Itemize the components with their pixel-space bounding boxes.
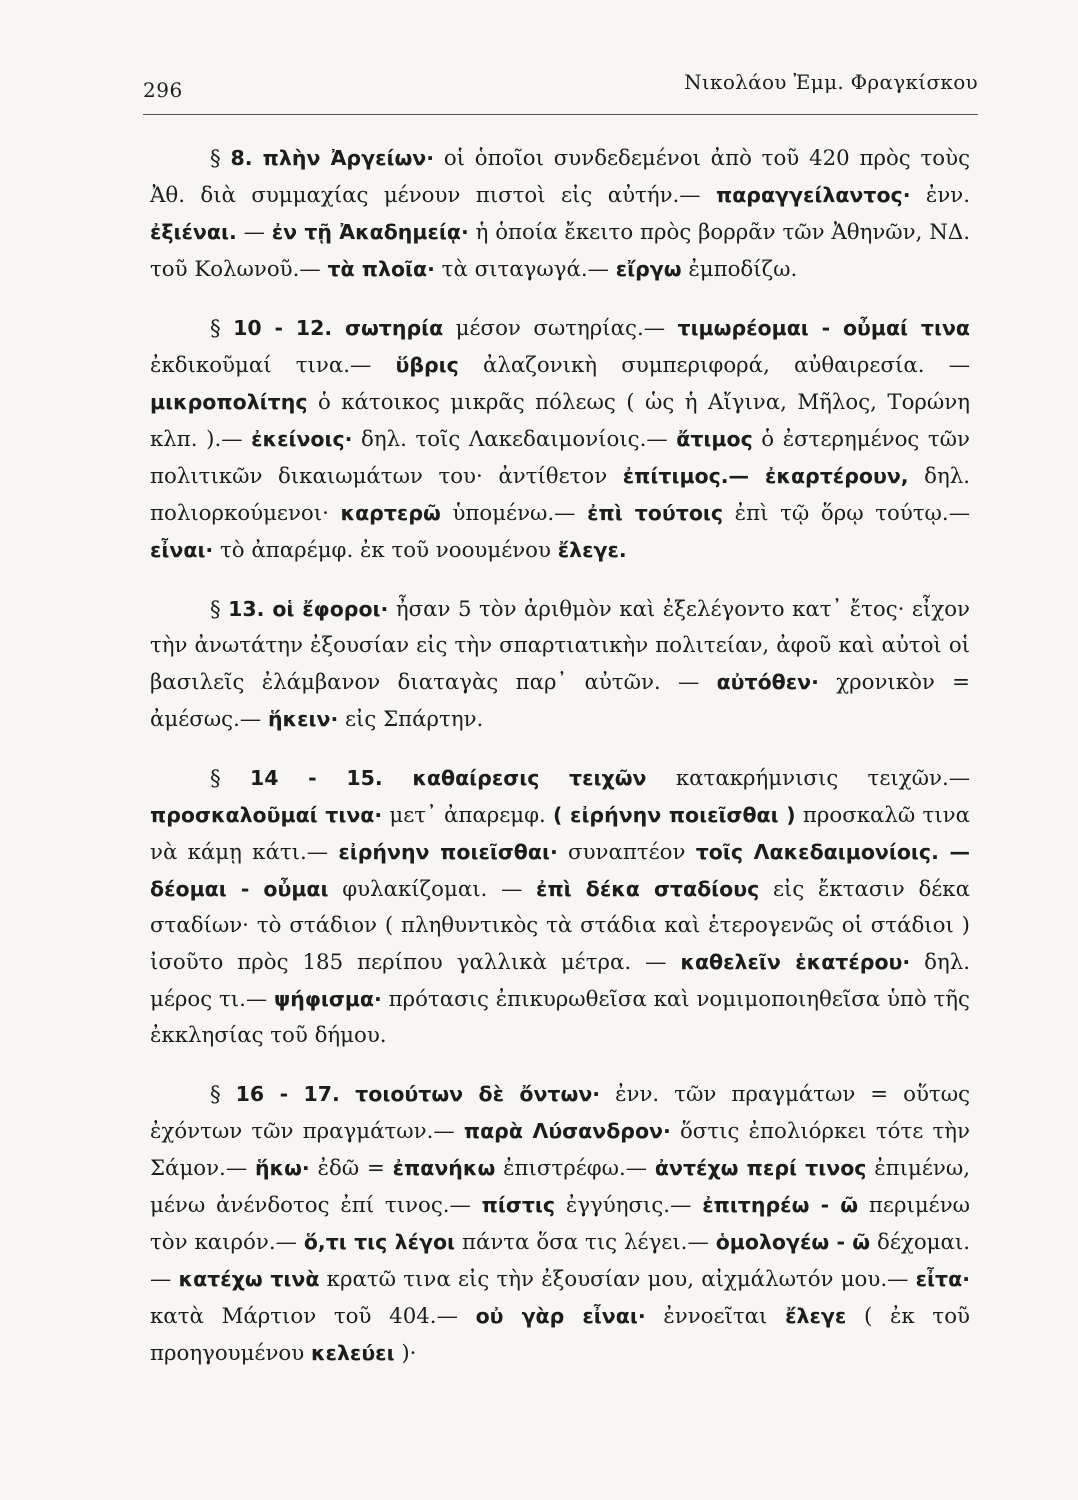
- lemma-term: ἐπιτηρέω - ῶ: [702, 1193, 859, 1217]
- gloss-text: προσκαλῶ τινα νὰ κάμῃ κάτι.—: [150, 803, 971, 865]
- lemma-term: τιμωρέομαι - οὖμαί τινα: [677, 316, 971, 340]
- gloss-text: §: [210, 597, 229, 622]
- gloss-text: μέσον σωτηρίας.—: [443, 316, 678, 341]
- lemma-term: κελεύει: [310, 1341, 395, 1365]
- gloss-text: §: [210, 1082, 236, 1107]
- gloss-text: εἰς ἔκτασιν δέκα σταδίων· τὸ στάδιον ( πληθυντικὸς τὰ στάδια καὶ ἑτερογενῶς οἱ στάδιοι ) ἰσοῦτο πρὸς 185 περίπου γαλλικὰ μέτρα. —: [150, 877, 970, 975]
- lemma-term: προσκαλοῦμαί τινα·: [150, 803, 383, 827]
- lemma-term: ἐξιέναι.: [150, 220, 237, 244]
- lemma-term: ἔλεγε: [785, 1304, 847, 1328]
- gloss-text: ( ἐκ τοῦ προηγουμένου: [150, 1304, 970, 1366]
- gloss-text: χρονικὸν = ἀμέσως.—: [150, 670, 970, 732]
- lemma-term: εἶτα·: [915, 1267, 970, 1291]
- gloss-text: τὸ ἀπαρέμφ. ἐκ τοῦ νοουμένου: [213, 538, 558, 563]
- lemma-term: ἐκείνοις·: [251, 427, 353, 451]
- running-head: [143, 70, 978, 110]
- gloss-text: τὰ σιταγωγά.—: [434, 257, 616, 282]
- gloss-text: κατὰ Μάρτιον τοῦ 404.—: [150, 1304, 476, 1329]
- gloss-text: ἐννοεῖται: [645, 1304, 786, 1329]
- paragraph-section-10-12: [150, 310, 970, 569]
- gloss-text: ὅστις ἐπολιόρκει τότε τὴν Σάμον.—: [150, 1119, 970, 1181]
- paragraph-section-13: [150, 591, 970, 738]
- gloss-text: §: [210, 316, 234, 341]
- lemma-term: καρτερῶ: [340, 501, 441, 525]
- lemma-term: κατέχω τινὰ: [178, 1267, 320, 1291]
- lemma-term: ἐπὶ τούτοις: [587, 501, 724, 525]
- gloss-text: δηλ. τοῖς Λακεδαιμονίοις.—: [352, 427, 677, 452]
- lemma-term: ἔλεγε.: [557, 538, 627, 562]
- lemma-term: αὐτόθεν·: [716, 670, 819, 694]
- lemma-term: ὅ,τι τις λέγοι: [303, 1230, 456, 1254]
- gloss-text: ἐνν.: [910, 183, 970, 208]
- gloss-text: κατακρήμνισις τειχῶν.—: [646, 766, 971, 791]
- lemma-term: 8. πλὴν Ἀργείων·: [230, 146, 435, 170]
- lemma-term: ὁμολογέω - ῶ: [715, 1230, 871, 1254]
- gloss-text: συναπτέον: [557, 840, 696, 865]
- gloss-text: περιμένω τὸν καιρόν.—: [150, 1193, 971, 1255]
- gloss-text: ἐκδικοῦμαί τινα.—: [150, 353, 396, 378]
- header-divider: [143, 114, 978, 115]
- gloss-text: ἐπιστρέφω.—: [495, 1156, 655, 1181]
- gloss-text: δέχομαι.—: [150, 1230, 970, 1292]
- gloss-text: ἐπὶ τῷ ὅρῳ τούτῳ.—: [723, 501, 970, 526]
- gloss-text: οἱ ὁποῖοι συνδεδεμένοι ἀπὸ τοῦ 420 πρὸς τοὺς Ἀθ. διὰ συμμαχίας μένουν πιστοὶ εἰς αὐτήν.—: [150, 146, 970, 208]
- gloss-text: ἡ ὁποία ἔκειτο πρὸς βορρᾶν τῶν Ἀθηνῶν, ΝΔ. τοῦ Κολωνοῦ.—: [150, 220, 971, 282]
- lemma-term: 13. οἱ ἔφοροι·: [228, 597, 389, 621]
- lemma-term: ἐπανήκω: [392, 1156, 496, 1180]
- gloss-text: ἐμποδίζω.: [681, 257, 798, 282]
- gloss-text: ἐδῶ =: [309, 1156, 393, 1181]
- page-number: 296: [143, 78, 183, 102]
- lemma-term: ψήφισμα·: [273, 987, 382, 1011]
- gloss-text: ὁ ἐστερημένος τῶν πολιτικῶν δικαιωμάτων του· ἀντίθετον: [150, 427, 970, 489]
- lemma-term: τοῖς Λακεδαιμονίοις. — δέομαι - οὖμαι: [150, 840, 970, 901]
- lemma-term: εἴργω: [615, 257, 682, 281]
- gloss-text: ἀλαζονικὴ συμπεριφορά, αὐθαιρεσία. —: [458, 353, 970, 378]
- lemma-term: εἶναι·: [150, 538, 214, 562]
- gloss-text: δηλ. μέρος τι.—: [150, 950, 970, 1012]
- paragraph-section-14-15: [150, 760, 970, 1054]
- lemma-term: ἀντέχω περί τινος: [654, 1156, 867, 1180]
- lemma-term: ἐπίτιμος.— ἐκαρτέρουν,: [622, 464, 909, 488]
- running-title: Νικολάου Ἐμμ. Φραγκίσκου: [684, 70, 978, 94]
- gloss-text: πρότασις ἐπικυρωθεῖσα καὶ νομιμοποιηθεῖσα ὑπὸ τῆς ἐκκλησίας τοῦ δήμου.: [150, 987, 970, 1048]
- lemma-term: 16 - 17. τοιούτων δὲ ὄντων·: [235, 1082, 601, 1106]
- gloss-text: §: [210, 766, 250, 791]
- gloss-text: δηλ. πολιορκούμενοι·: [150, 464, 970, 526]
- lemma-term: παρὰ Λύσανδρον·: [463, 1119, 671, 1143]
- lemma-term: ἐπὶ δέκα σταδίους: [536, 877, 760, 901]
- gloss-text: μετ᾽ ἀπαρεμφ.: [382, 803, 554, 828]
- paragraph-section-8: [150, 140, 970, 288]
- lemma-term: εἰρήνην ποιεῖσθαι·: [338, 840, 558, 864]
- lemma-term: ( εἰρήνην ποιεῖσθαι ): [553, 803, 796, 827]
- gloss-text: ἐπιμένω, μένω ἀνένδοτος ἐπί τινος.—: [150, 1156, 970, 1218]
- lemma-term: 10 - 12. σωτηρία: [233, 316, 444, 340]
- gloss-text: §: [210, 146, 231, 171]
- paragraph-section-16-17: [150, 1076, 970, 1372]
- lemma-term: ὕβρις: [395, 353, 459, 377]
- lemma-term: οὐ γὰρ εἶναι·: [475, 1304, 646, 1328]
- body-text: [150, 140, 970, 1394]
- lemma-term: ἥκειν·: [267, 707, 339, 731]
- gloss-text: ὑπομένω.—: [440, 501, 588, 526]
- gloss-text: φυλακίζομαι. —: [328, 877, 537, 902]
- gloss-text: ἐνν. τῶν πραγμάτων = οὕτως ἐχόντων τῶν πραγμάτων.—: [150, 1082, 970, 1144]
- lemma-term: καθελεῖν ἑκατέρου·: [680, 950, 911, 974]
- gloss-text: εἰς Σπάρτην.: [338, 707, 484, 732]
- lemma-term: ἐν τῇ Ἀκαδημείᾳ·: [271, 220, 469, 244]
- lemma-term: τὰ πλοῖα·: [327, 257, 435, 281]
- lemma-term: ἄτιμος: [676, 427, 753, 451]
- lemma-term: 14 - 15. καθαίρεσις τειχῶν: [249, 766, 647, 790]
- gloss-text: πάντα ὅσα τις λέγει.—: [455, 1230, 716, 1255]
- gloss-text: κρατῶ τινα εἰς τὴν ἐξουσίαν μου, αἰχμάλωτόν μου.—: [319, 1267, 916, 1292]
- gloss-text: ἦσαν 5 τὸν ἀριθμὸν καὶ ἐξελέγοντο κατ᾽ ἔτος· εἶχον τὴν ἀνωτάτην ἐξουσίαν εἰς τὴν σπαρτιατικὴν πολιτείαν, ἀφοῦ καὶ αὐτοὶ οἱ βασιλεῖς ἐλάμβανον διαταγὰς παρ᾽ αὐτῶν. —: [150, 597, 970, 695]
- lemma-term: πίστις: [481, 1193, 556, 1217]
- lemma-term: παραγγείλαντος·: [715, 183, 911, 207]
- gloss-text: —: [236, 220, 272, 245]
- lemma-term: μικροπολίτης: [150, 390, 308, 414]
- lemma-term: ἥκω·: [254, 1156, 310, 1180]
- gloss-text: ἐγγύησις.—: [555, 1193, 703, 1218]
- gloss-text: )·: [394, 1341, 417, 1366]
- gloss-text: ὁ κάτοικος μικρᾶς πόλεως ( ὡς ἡ Αἴγινα, Μῆλος, Τορώνη κλπ. ).—: [150, 390, 970, 452]
